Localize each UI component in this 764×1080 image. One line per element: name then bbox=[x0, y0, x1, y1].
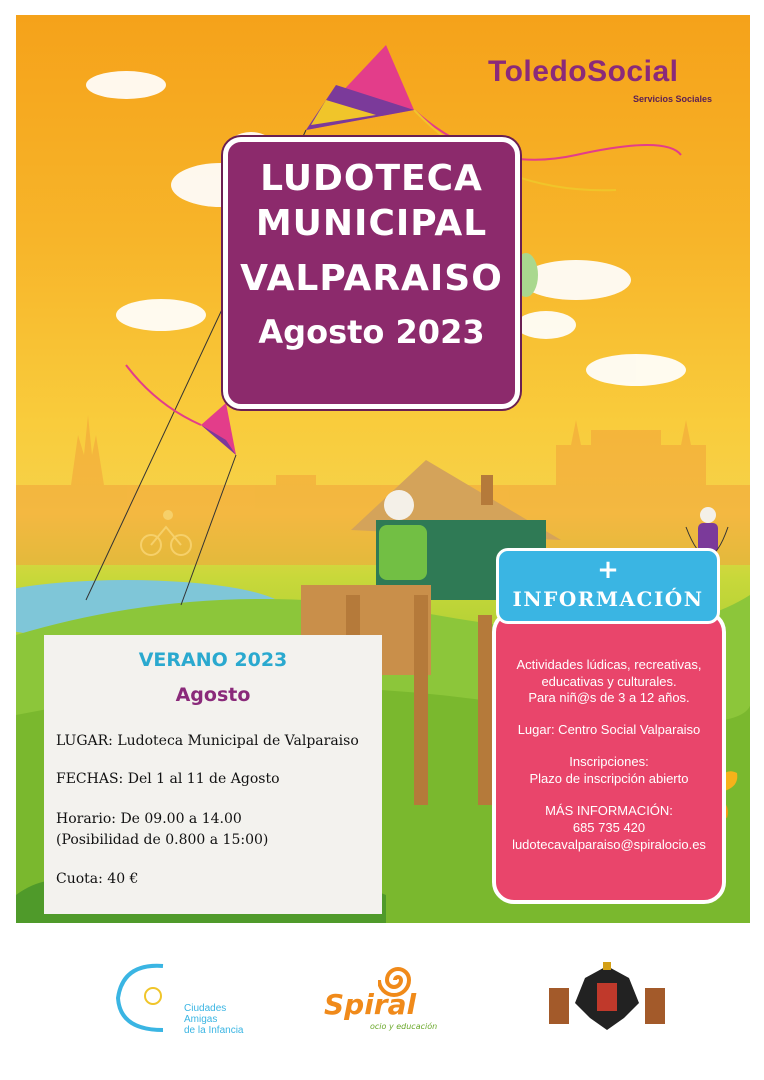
more-info-title: MÁS INFORMACIÓN: bbox=[545, 803, 673, 818]
toledo-social-logo bbox=[488, 55, 718, 107]
summer-heading: VERANO 2023 bbox=[138, 649, 288, 671]
cities-line-1: Ciudades bbox=[184, 1003, 227, 1014]
signup-text: Plazo de inscripción abierto bbox=[529, 771, 689, 786]
activities-line-1: Actividades lúdicas, recreativas, bbox=[516, 657, 702, 672]
more-info-button bbox=[496, 548, 720, 624]
title-line-4: Agosto 2023 bbox=[258, 313, 485, 351]
info-label: INFORMACIÓN bbox=[512, 587, 704, 611]
info-panel bbox=[488, 540, 726, 912]
title-panel bbox=[223, 137, 520, 409]
toledo-coat-of-arms bbox=[545, 958, 670, 1033]
info-place-line: Lugar: Centro Social Valparaiso bbox=[517, 722, 701, 737]
phone-number: 685 735 420 bbox=[572, 820, 646, 835]
title-line-3: VALPARAISO bbox=[240, 258, 503, 299]
summer-info-card bbox=[44, 635, 382, 914]
email-address: ludotecavalparaiso@spiralocio.es bbox=[512, 837, 706, 852]
info-card bbox=[492, 610, 726, 904]
title-line-1: LUDOTECA bbox=[260, 158, 483, 199]
spiral-name: Spiral bbox=[324, 988, 417, 1021]
summer-month: Agosto bbox=[175, 684, 251, 706]
spiral-tagline: ocio y educación bbox=[370, 1022, 438, 1031]
schedule-extra-line: (Posibilidad de 0.800 a 15:00) bbox=[56, 832, 269, 848]
dates-line: FECHAS: Del 1 al 11 de Agosto bbox=[56, 771, 280, 787]
schedule-line: Horario: De 09.00 a 14.00 bbox=[56, 811, 242, 827]
ages-line: Para niñ@s de 3 a 12 años. bbox=[528, 690, 690, 705]
signup-title: Inscripciones: bbox=[569, 754, 649, 769]
title-line-2: MUNICIPAL bbox=[255, 203, 488, 244]
cities-line-3: de la Infancia bbox=[184, 1025, 244, 1036]
plus-icon: + bbox=[597, 555, 619, 585]
cities-line-2: Amigas bbox=[184, 1014, 218, 1025]
brand-name: ToledoSocial bbox=[488, 55, 679, 88]
fee-line: Cuota: 40 € bbox=[56, 871, 139, 887]
cities-child-friendly-logo bbox=[108, 958, 258, 1038]
cities-c-icon bbox=[108, 958, 178, 1036]
brand-subtitle: Servicios Sociales bbox=[633, 94, 713, 104]
spiral-logo bbox=[320, 956, 444, 1040]
place-line: LUGAR: Ludoteca Municipal de Valparaiso bbox=[56, 733, 359, 749]
coat-of-arms-icon bbox=[545, 958, 670, 1033]
activities-line-2: educativas y culturales. bbox=[541, 674, 677, 689]
